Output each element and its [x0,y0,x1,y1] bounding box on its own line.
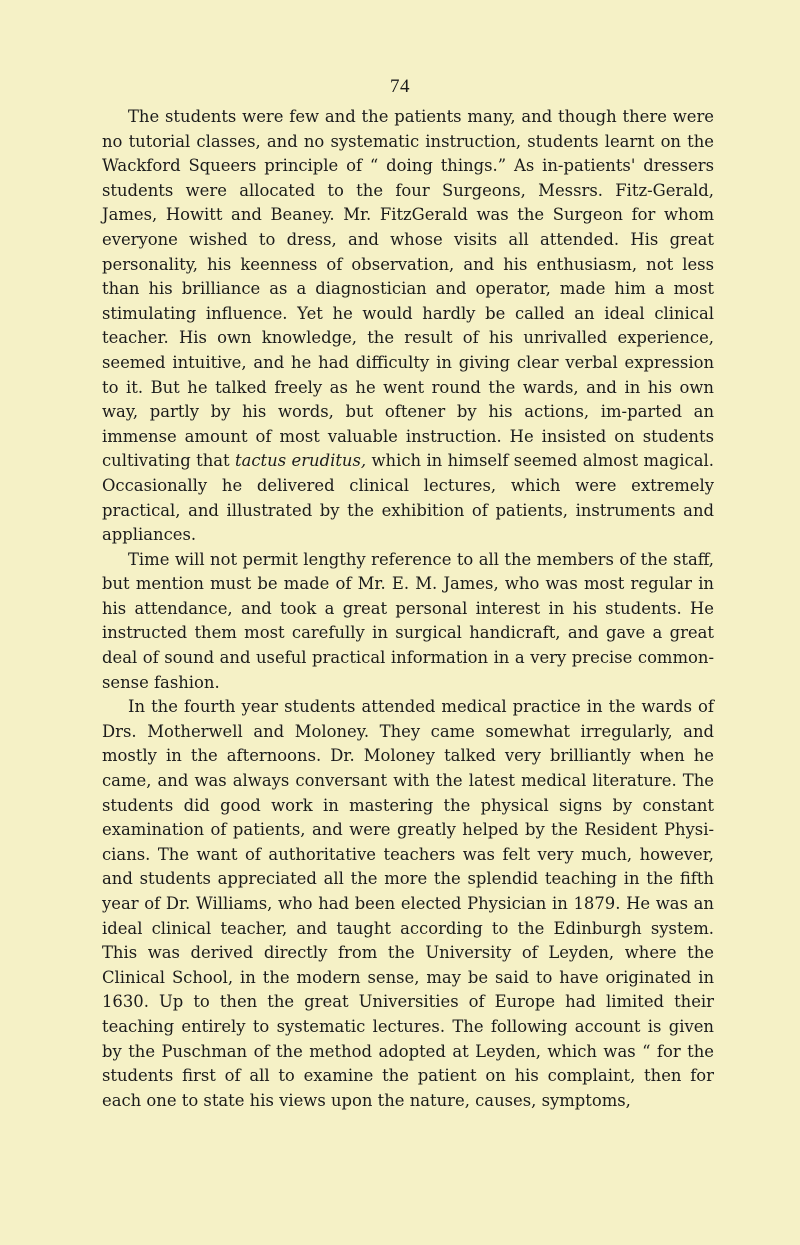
paragraph-2: Time will not permit lengthy reference to all the members of the staff, but mention must be made of Mr. E. M. James, who was most regular in his attendance, and took a great personal interest in his students. He instructed them most carefully in surgical handicraft, and gave a great deal of sound and useful practical information in a very precise common-sense fashion. [102,549,714,692]
paragraph-1-after: which in himself seemed almost magical. Occasionally he delivered clinical lectures, which were extremely practical, and illustrated by the exhibition of patients, instruments and appliances. [102,451,714,545]
paragraph-1 [102,105,714,548]
paragraph-1-italic-phrase: tactus eruditus, [235,451,367,471]
paragraph-3: In the fourth year students attended medical practice in the wards of Drs. Motherwell and Moloney. They came somewhat irregularly, and mostly in the afternoons. Dr. Moloney talked very brilliantly when he came, and was always conversant with the latest medical literature. The students did good work in mastering the physical signs by constant examination of patients, and were greatly helped by the Resident Physi-cians. The want of authoritative teachers was felt very much, however, and students appreciated all the more the splendid teaching in the fifth year of Dr. Williams, who had been elected Physician in 1879. He was an ideal clinical teacher, and taught according to the Edinburgh system. This was derived directly from the University of Leyden, where the Clinical School, in the modern sense, may be said to have originated in 1630. Up to then the great Universities of Europe had limited their teaching entirely to systematic lectures. The following account is given by the Puschman of the method adopted at Leyden, which was “ for the students first of all to examine the patient on his complaint, then for each one to state his views upon the nature, causes, symptoms, [102,697,714,1110]
body-text [102,105,714,1113]
page-number: 74 [390,76,410,97]
paragraph-1-before: The students were few and the patients many, and though there were no tutorial classes, and no systematic instruction, students learnt on the Wackford Squeers principle of “ doing things.” As in-patients' dressers students were allocated to the four Surgeons, Messrs. Fitz-Gerald, James, Howitt and Beaney. Mr. FitzGerald was the Surgeon for whom everyone wished to dress, and whose visits all attended. His great personality, his keenness of observation, and his enthusiasm, not less than his brilliance as a diagnostician and operator, made him a most stimulating influence. Yet he would hardly be called an ideal clinical teacher. His own knowledge, the result of his unrivalled experience, seemed intuitive, and he had difficulty in giving clear verbal expression to it. But he talked freely as he went round the wards, and in his own way, partly by his words, but oftener by his actions, im-parted an immense amount of most valuable instruction. He insisted on students cultivating that [102,107,714,471]
